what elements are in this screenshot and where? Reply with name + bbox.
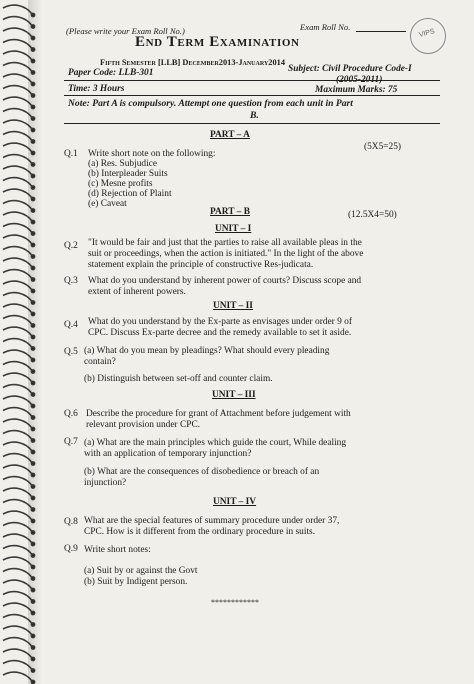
header-rule-2	[64, 95, 440, 96]
binding-shadow	[28, 0, 42, 684]
q5a-line: (a) What do you mean by pleadings? What should every pleading	[84, 346, 330, 356]
exam-roll-label: Exam Roll No.	[300, 22, 351, 32]
header-rule-3	[64, 123, 440, 124]
unit-3-heading: UNIT – III	[212, 390, 256, 400]
q6-number: Q.6	[64, 409, 78, 419]
part-b-marks: (12.5X4=50)	[348, 210, 397, 220]
q9-text: Write short notes:	[84, 545, 151, 555]
time: Time: 3 Hours	[68, 84, 125, 94]
q1-text: Write short note on the following:	[88, 149, 216, 159]
q8-line: CPC. How is it different from the ordinary procedure in suits.	[84, 527, 316, 537]
q9-number: Q.9	[64, 544, 78, 554]
q3-number: Q.3	[64, 276, 78, 286]
part-a-marks: (5X5=25)	[364, 142, 402, 152]
q2-line: "It would be fair and just that the parties to raise all available pleas in the	[88, 238, 362, 248]
q7b-line: (b) What are the consequences of disobedience or breach of an	[84, 467, 320, 477]
q8-line: What are the special features of summary procedure under order 37,	[84, 516, 340, 526]
unit-2-heading: UNIT – II	[213, 301, 253, 311]
batch: (2005-2011)	[336, 75, 383, 85]
semester-line: Fifth Semester [LLB] December2013-January2014	[100, 58, 286, 67]
q5-number: Q.5	[64, 347, 78, 357]
q1-number: Q.1	[64, 149, 78, 159]
q8-number: Q.8	[64, 517, 78, 527]
q2-number: Q.2	[64, 241, 78, 251]
subject: Subject: Civil Procedure Code-I	[288, 64, 412, 74]
max-marks: Maximum Marks: 75	[315, 85, 398, 95]
q1-item: (a) Res. Subjudice	[88, 159, 157, 169]
q6-line: Describe the procedure for grant of Attachment before judgement with	[86, 409, 351, 419]
exam-title: End Term Examination	[135, 34, 300, 50]
q3-line: What do you understand by inherent power of courts? Discuss scope and	[88, 276, 362, 286]
roll-number-line	[356, 31, 406, 32]
part-b-heading: PART – B	[210, 207, 250, 217]
note-line-2: B.	[250, 110, 259, 121]
q9-item: (b) Suit by Indigent person.	[84, 577, 188, 587]
q7a-line: with an application of temporary injunction?	[84, 449, 252, 459]
paper-code: Paper Code: LLB-301	[68, 68, 154, 78]
stamp-text: VIPS	[418, 28, 436, 39]
q1-item: (b) Interpleader Suits	[88, 169, 168, 179]
q1-item: (c) Mesne profits	[88, 179, 153, 189]
q1-item: (e) Caveat	[88, 199, 127, 209]
part-a-heading: PART – A	[210, 130, 250, 140]
q5b-line: (b) Distinguish between set-off and counter claim.	[84, 374, 273, 384]
roll-number-note: (Please write your Exam Roll No.)	[66, 26, 185, 36]
q1-item: (d) Rejection of Plaint	[88, 189, 172, 199]
q7a-line: (a) What are the main principles which guide the court, While dealing	[84, 438, 347, 448]
unit-4-heading: UNIT – IV	[213, 497, 257, 507]
q3-line: extent of inherent powers.	[88, 287, 186, 297]
q4-line: CPC. Discuss Ex-parte decree and the remedy available to set it aside.	[88, 328, 352, 338]
q5a-line: contain?	[84, 357, 116, 367]
q2-line: suit or proceedings, when the action is initiated." In the light of the above	[88, 249, 364, 259]
header-rule-1	[64, 80, 440, 81]
q4-number: Q.4	[64, 320, 78, 330]
q2-line: statement explain the principle of constructive Res-judicata.	[88, 260, 314, 270]
q7-number: Q.7	[64, 437, 78, 447]
unit-1-heading: UNIT – I	[215, 224, 252, 234]
end-of-paper-mark: ************	[211, 598, 259, 607]
q9-item: (a) Suit by or against the Govt	[84, 566, 198, 576]
q4-line: What do you understand by the Ex-parte as envisages under order 9 of	[88, 317, 352, 327]
q7b-line: injunction?	[84, 478, 127, 488]
note-line-1: Note: Part A is compulsory. Attempt one question from each unit in Part	[68, 98, 353, 109]
q6-line: relevant provision under CPC.	[86, 420, 201, 430]
